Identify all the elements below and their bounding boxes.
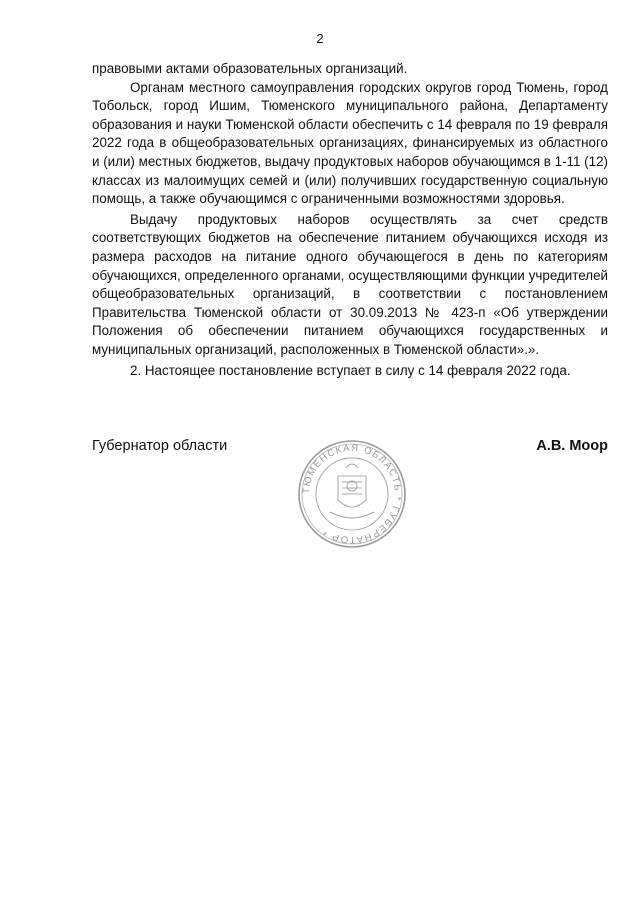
signer-title: Губернатор области bbox=[92, 438, 228, 454]
paragraph-funding: Выдачу продуктовых наборов осуществлять за счет средств соответствующих бюджетов на обеспечение питанием обучающихся исходя из размера расходов на питание одного обучающегося в день по категориям обучающихся, определенного органами, осуществляющими функции учредителей общеобразовательных организаций, в соответствии с постановлением Правительства Тюменской области от 30.09.2013 № 423-п «Об утверждении Положения об обеспечении питанием обучающихся государственных и муниципальных организаций, расположенных в Тюменской области».». bbox=[92, 211, 608, 357]
signer-name: А.В. Моор bbox=[536, 438, 608, 454]
coat-of-arms-icon bbox=[330, 464, 374, 518]
paragraph-continuation: правовыми актами образовательных организаций. bbox=[92, 61, 408, 76]
seal-ring-text: ТЮМЕНСКАЯ ОБЛАСТЬ * ГУБЕРНАТОР * bbox=[300, 442, 404, 546]
paragraph-effective-date: 2. Настоящее постановление вступает в силу с 14 февраля 2022 года. bbox=[130, 362, 571, 378]
official-seal bbox=[296, 438, 408, 550]
paragraph-food-sets-order: Органам местного самоуправления городских округов город Тюмень, город Тобольск, город Ишим, Тюменского муниципального района, Департаменту образования и науки Тюменской области обеспечить с 14 февраля по 19 февраля 2022 года в общеобразовательных организациях, финансируемых из областного и (или) местных бюджетов, выдачу продуктовых наборов обучающимся в 1-11 (12) классах из малоимущих семей и (или) получивших государственную социальную помощь, а также обучающимся с ограниченными возможностями здоровья. bbox=[92, 79, 608, 207]
document-body bbox=[92, 60, 608, 380]
page-number: 2 bbox=[316, 31, 324, 46]
